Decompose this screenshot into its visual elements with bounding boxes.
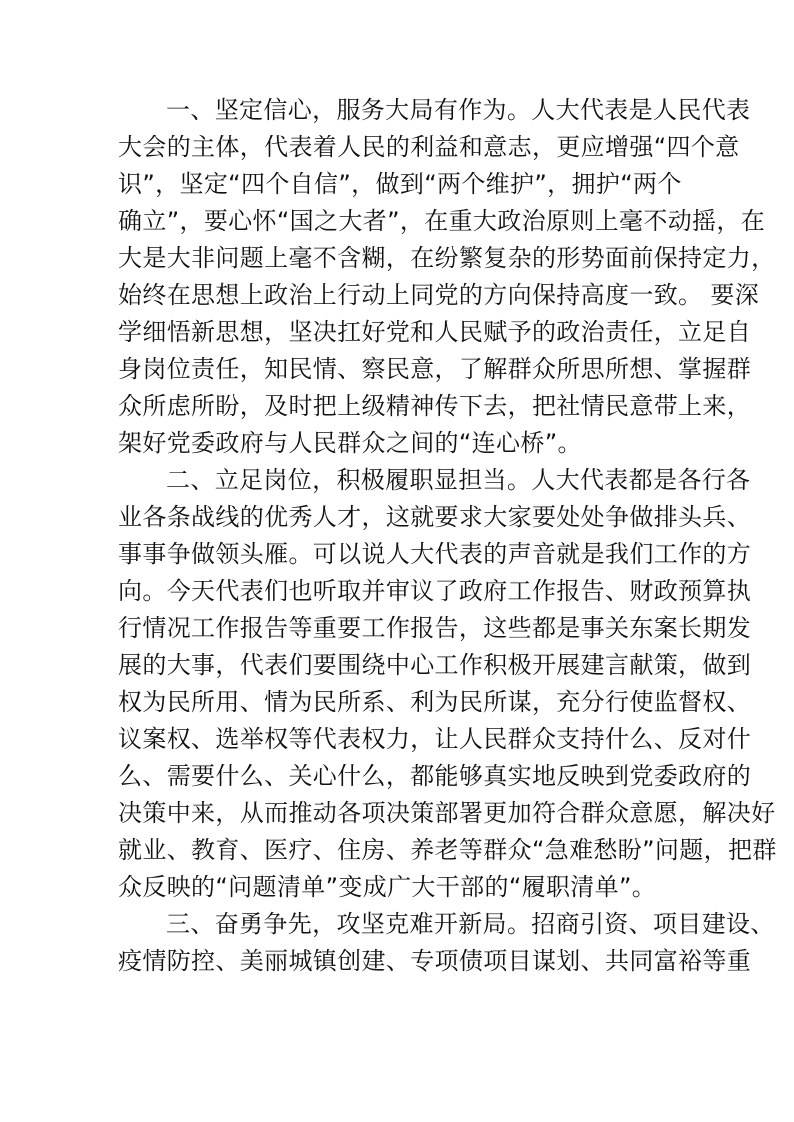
paragraph-1-line-9: 众所虑所盼，及时把上级精神传下去，把社情民意带上来， [118,392,752,420]
paragraph-2-line-10: 决策中来，从而推动各项决策部署更加符合群众意愿，解决好 [118,799,776,827]
paragraph-1-line-4: 确立”，要心怀“国之大者”，在重大政治原则上毫不动摇，在 [118,207,766,235]
paragraph-1-line-7: 学细悟新思想，坚决扛好党和人民赋予的政治责任，立足自 [118,318,752,346]
paragraph-1-line-5: 大是大非问题上毫不含糊，在纷繁复杂的形势面前保持定力， [118,244,776,272]
paragraph-2-line-11: 就业、教育、医疗、住房、养老等群众“急难愁盼”问题，把群 [118,836,777,864]
paragraph-1-line-6: 始终在思想上政治上行动上同党的方向保持高度一致。 要深 [118,281,760,309]
paragraph-1-line-8: 身岗位责任，知民情、察民意，了解群众所思所想、掌握群 [118,355,752,383]
paragraph-2-line-7: 权为民所用、情为民所系、利为民所谋，充分行使监督权、 [118,688,752,716]
paragraph-2-line-9: 么、需要什么、关心什么，都能够真实地反映到党委政府的 [118,762,752,790]
paragraph-2-line-4: 向。今天代表们也听取并审议了政府工作报告、财政预算执 [118,577,752,605]
paragraph-2-line-12: 众反映的“问题清单”变成广大干部的“履职清单”。 [118,873,657,901]
paragraph-3-line-1: 三、奋勇争先，攻坚克难开新局。招商引资、项目建设、 [166,910,775,938]
paragraph-2-line-1: 二、立足岗位，积极履职显担当。人大代表都是各行各 [166,466,751,494]
paragraph-2-line-6: 展的大事，代表们要围绕中心工作积极开展建言献策，做到 [118,651,752,679]
paragraph-3-line-2: 疫情防控、美丽城镇创建、专项债项目谋划、共同富裕等重 [118,947,752,975]
paragraph-1-line-3: 识”，坚定“四个自信”，做到“两个维护”，拥护“两个 [118,170,682,198]
paragraph-2-line-8: 议案权、选举权等代表权力，让人民群众支持什么、反对什 [118,725,752,753]
paragraph-1-line-10: 架好党委政府与人民群众之间的“连心桥”。 [118,429,582,457]
paragraph-1-line-1: 一、坚定信心，服务大局有作为。人大代表是人民代表 [166,96,751,124]
paragraph-2-line-5: 行情况工作报告等重要工作报告，这些都是事关东案长期发 [118,614,752,642]
paragraph-1-line-2: 大会的主体，代表着人民的利益和意志，更应增强“四个意 [118,133,740,161]
paragraph-2-line-3: 事事争做领头雁。可以说人大代表的声音就是我们工作的方 [118,540,752,568]
paragraph-2-line-2: 业各条战线的优秀人才，这就要求大家要处处争做排头兵、 [118,503,752,531]
